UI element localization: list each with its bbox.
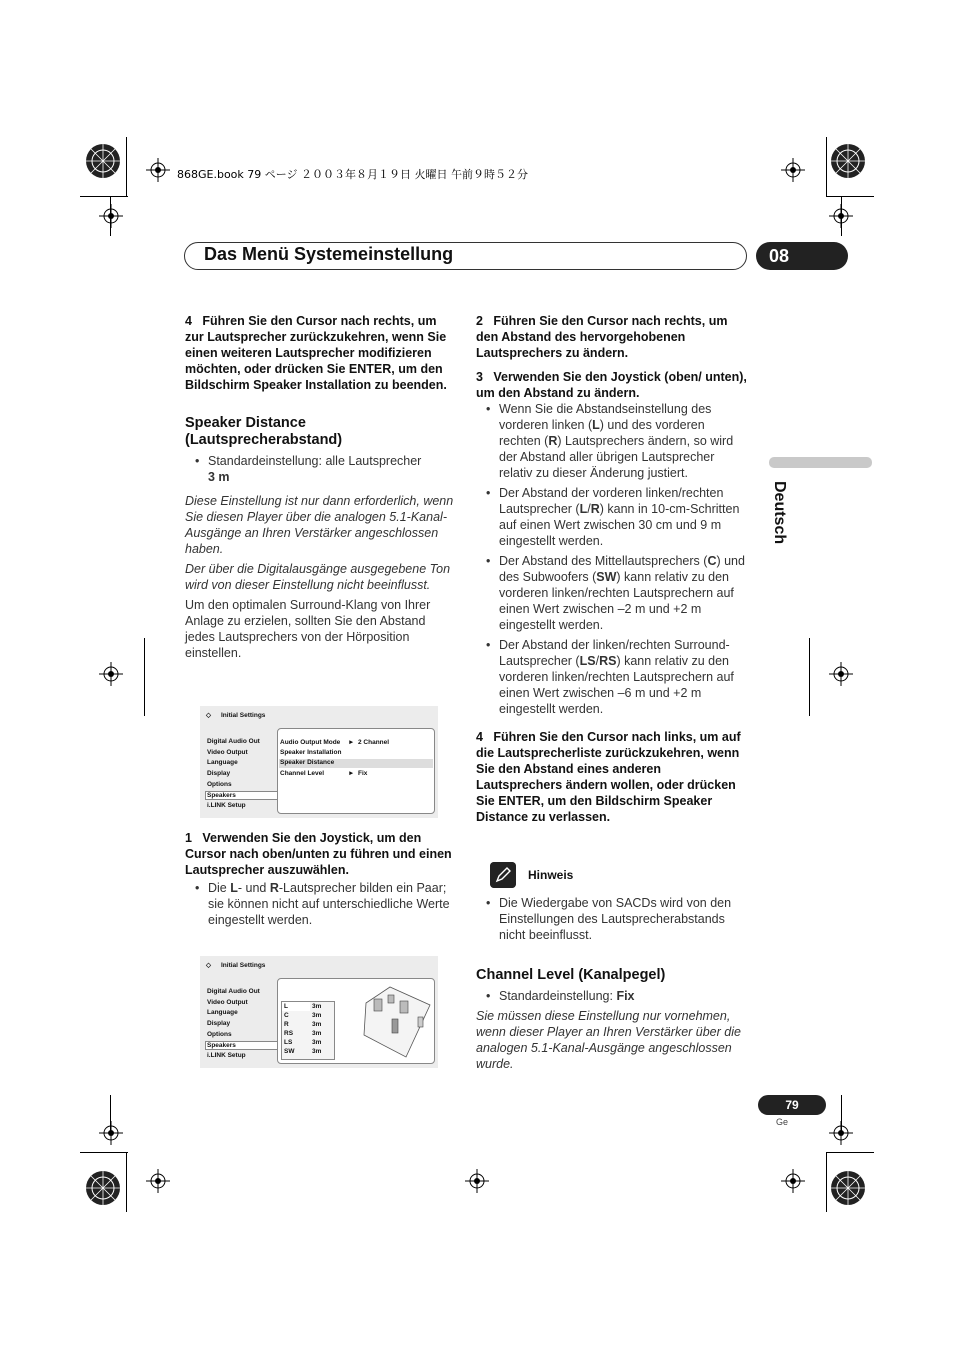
chapter-number: 08 (756, 242, 848, 270)
step-3: 3 Verwenden Sie den Joystick (oben/ unten), um den Abstand zu ändern. (476, 370, 747, 400)
bullet-front-distance: • Wenn Sie die Abstandseinstellung des vorderen linken (L) und des vorderen rechten (R) Lautsprechers ändern, so wird der Abstand aller übrigen Lautsprecher relativ zu dieser Änderung justiert. (476, 401, 748, 481)
row-label: Audio Output Mode (280, 739, 341, 746)
menu-item: Digital Audio Out (207, 988, 260, 995)
row-value: 2 Channel (358, 739, 390, 746)
row-arrow: ► (348, 739, 355, 746)
row-label: Speaker Installation (280, 749, 342, 756)
row-arrow: ► (348, 770, 355, 777)
bullet-surround: • Der Abstand der linken/rechten Surround-Lautsprecher (LS/RS) kann relativ zu den vorderen linken/rechten Lautsprechern auf einen Wert zwischen –6 m und +2 m eingestellt werden. (476, 637, 748, 717)
page-language-code: Ge (776, 1117, 789, 1127)
speaker-value: 3m (312, 1030, 322, 1037)
menu-item: Video Output (207, 749, 248, 756)
page-number: 79 (758, 1095, 826, 1115)
crosshair-icon (465, 1169, 489, 1193)
speaker-name: SW (284, 1048, 295, 1055)
section-title-speaker-distance: Speaker Distance (Lautsprecherabstand) (185, 415, 343, 448)
registration-wheel-icon (85, 143, 121, 179)
step-4-left: 4 Führen Sie den Cursor nach rechts, um zur Lautsprecher zurückzukehren, wenn Sie einen weiteren Lautsprecher modifizieren möchten, oder drücken Sie ENTER, um den Bildschirm Speaker Installation zu beenden. (185, 314, 447, 392)
speaker-name: LS (284, 1039, 293, 1046)
settings-panel (277, 728, 435, 814)
registration-wheel-icon (830, 1170, 866, 1206)
italic-note-2: Der über die Digitalausgänge ausgegebene Ton wird von dieser Einstellung nicht beeinflusst. (185, 562, 451, 592)
lr-pair-bullet: • Die L- und R-Lautsprecher bilden ein Paar; sie können nicht auf unterschiedliche Werte eingestellt werden. (185, 880, 455, 928)
step-1: 1 Verwenden Sie den Joystick, um den Cursor nach oben/unten zu führen und einen Lautsprecher auszuwählen. (185, 831, 452, 877)
bullet-center-sub: • Der Abstand des Mittellautsprechers (C) und des Subwoofers (SW) kann relativ zu den vorderen linken/rechten Lautsprechern auf einen Wert zwischen –2 m und +2 m eingestellt werden. (476, 553, 748, 633)
menu-item-selected: Speakers (205, 791, 280, 800)
menu-item: Language (207, 759, 238, 766)
page-title: Das Menü Systemeinstellung (204, 244, 454, 264)
menu-item: i.LINK Setup (207, 802, 246, 809)
initial-settings-screen-1 (200, 706, 438, 818)
menu-item: Digital Audio Out (207, 738, 260, 745)
note-title: Hinweis (528, 868, 574, 882)
left-column-lower (185, 830, 455, 932)
screen-title: Initial Settings (221, 962, 266, 969)
crosshair-icon (781, 158, 805, 182)
body-paragraph: Um den optimalen Surround-Klang von Ihrer Anlage zu erzielen, sollten Sie den Abstand jedes Lautsprechers von der Hörposition einstellen. (185, 598, 431, 660)
crosshair-icon (829, 662, 853, 686)
italic-note-3: Sie müssen diese Einstellung nur vornehmen, wenn dieser Player an Ihren Verstärker über die analogen 5.1-Kanal-Ausgänge angeschlossen wurde. (476, 1009, 741, 1071)
default-setting-bullet-2: • Standardeinstellung: Fix (476, 988, 748, 1004)
left-column (185, 313, 455, 665)
speaker-value: 3m (312, 1039, 322, 1046)
menu-item-selected: Speakers (205, 1041, 280, 1050)
crosshair-icon (781, 1169, 805, 1193)
side-tab-bar (769, 457, 872, 468)
speaker-list (281, 1001, 335, 1060)
speaker-value: 3m (312, 1021, 322, 1028)
right-column (476, 313, 748, 833)
crosshair-icon (829, 204, 853, 228)
section-title-channel-level: Channel Level (Kanalpegel) (476, 967, 666, 983)
crosshair-icon (99, 662, 123, 686)
disc-icon: ◇ (206, 962, 211, 969)
step-2: 2 Führen Sie den Cursor nach rechts, um den Abstand des hervorgehobenen Lautsprechers zu ändern. (476, 314, 728, 360)
initial-settings-screen-2 (200, 956, 438, 1068)
italic-note-1: Diese Einstellung ist nur dann erforderlich, wenn Sie diesen Player über die analogen 5.1-Kanal-Ausgänge an Ihren Verstärker angeschlossen haben. (185, 494, 454, 556)
crosshair-icon (146, 158, 170, 182)
speaker-distance-panel (277, 978, 435, 1064)
menu-item: Display (207, 1020, 231, 1027)
speaker-value: 3m (312, 1012, 322, 1019)
right-column-lower (476, 895, 748, 1076)
row-value: Fix (358, 770, 368, 777)
menu-item: Language (207, 1009, 238, 1016)
menu-item: i.LINK Setup (207, 1052, 246, 1059)
crosshair-icon (146, 1169, 170, 1193)
note-pencil-icon (490, 862, 516, 888)
room-layout-icon (360, 983, 432, 1061)
crosshair-icon (99, 204, 123, 228)
bullet-front-range: • Der Abstand der vorderen linken/rechten Lautsprecher (L/R) kann in 10-cm-Schritten auf einen Wert zwischen 30 cm und 9 m eingestellt werden. (476, 485, 748, 549)
speaker-name: L (284, 1003, 288, 1010)
speaker-value: 3m (312, 1003, 322, 1010)
registration-wheel-icon (830, 143, 866, 179)
registration-wheel-icon (85, 1170, 121, 1206)
language-side-tab: Deutsch (771, 481, 788, 545)
crosshair-icon (829, 1121, 853, 1145)
speaker-name: R (284, 1021, 289, 1028)
menu-item: Video Output (207, 999, 248, 1006)
menu-item: Options (207, 781, 232, 788)
print-info-line: 868GE.book 79 ページ ２００３年８月１９日 火曜日 午前９時５２分 (177, 168, 529, 181)
menu-item: Options (207, 1031, 232, 1038)
step-4-right: 4 Führen Sie den Cursor nach links, um auf die Lautsprecherliste zurückzukehren, wenn Sie den Abstand eines anderen Lautsprechers ändern wollen, oder drücken Sie ENTER, um den Bildschirm Speaker Distance zu verlassen. (476, 730, 741, 824)
row-label-selected: Speaker Distance (280, 759, 335, 766)
speaker-value: 3m (312, 1048, 322, 1055)
screen-title: Initial Settings (221, 712, 266, 719)
speaker-name: C (284, 1012, 289, 1019)
speaker-name: RS (284, 1030, 294, 1037)
crosshair-icon (99, 1121, 123, 1145)
default-setting-bullet: • Standardeinstellung: alle Lautsprecher 3 m (185, 453, 455, 485)
row-label: Channel Level (280, 770, 325, 777)
note-bullet: • Die Wiedergabe von SACDs wird von den Einstellungen des Lautsprecherabstands nicht beeinflusst. (476, 895, 748, 943)
menu-item: Display (207, 770, 231, 777)
disc-icon: ◇ (206, 712, 211, 719)
